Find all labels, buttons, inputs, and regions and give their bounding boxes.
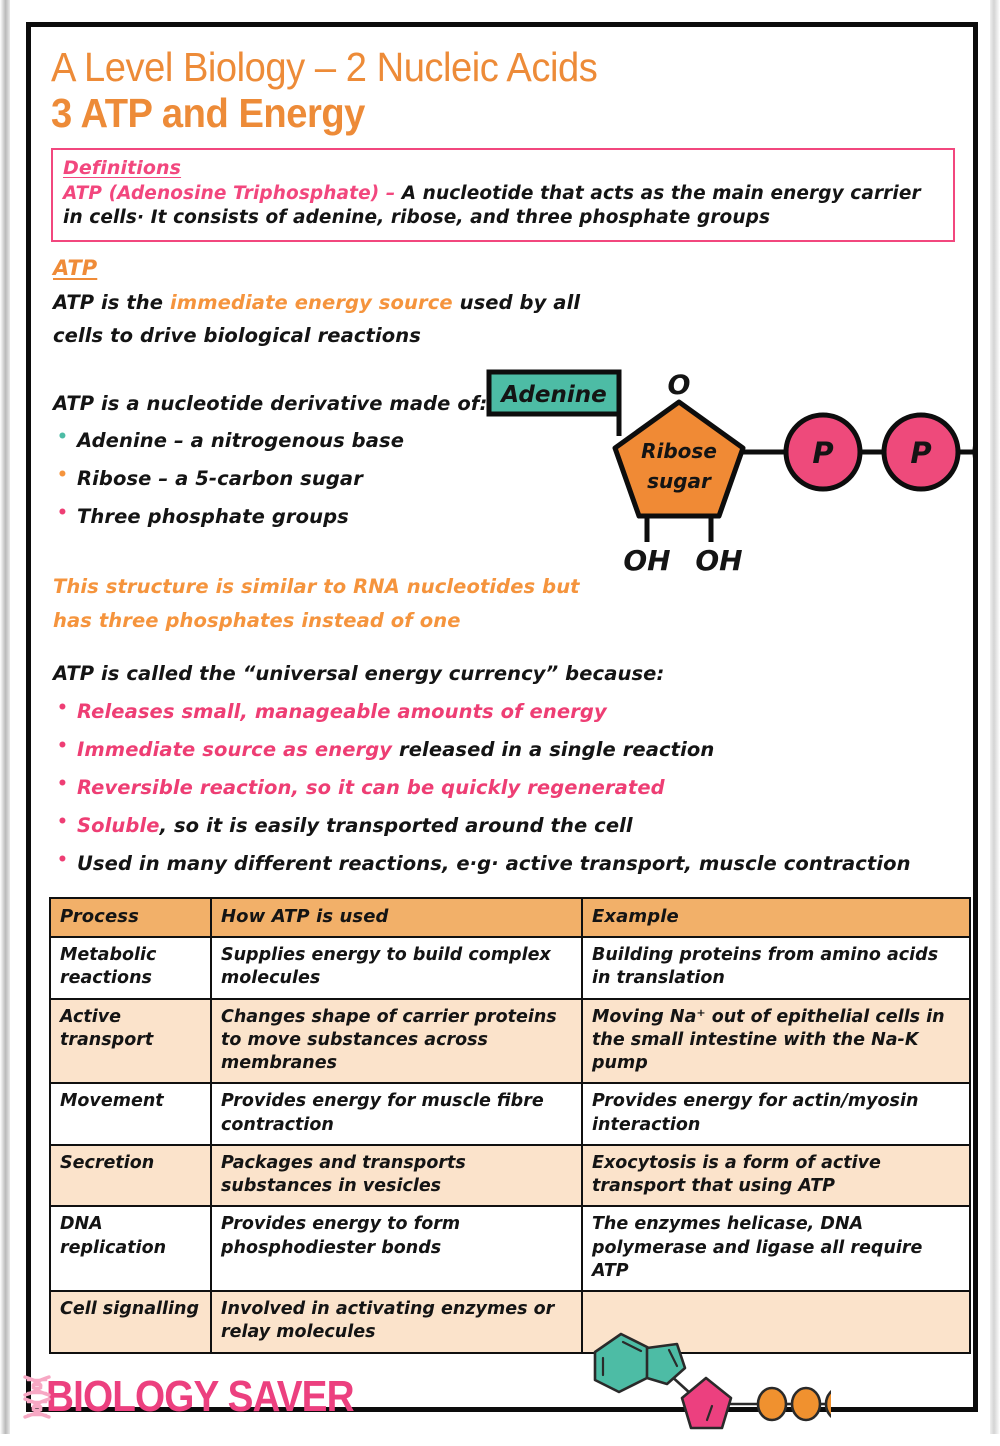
atp-note-line1: This structure is similar to RNA nucleotides but [53, 575, 580, 599]
atp-uses-table [49, 897, 971, 1354]
atp-intro-line2: cells to drive biological reactions [53, 324, 421, 348]
adenine-label: Adenine [501, 381, 607, 408]
table-row [50, 937, 970, 999]
phosphate-label-2: P [910, 435, 932, 470]
list-item [53, 807, 959, 845]
column-header-how-atp-is-used: How ATP is used [211, 898, 582, 937]
list-item-rest: Used in many different reactions, e·g· active transport, muscle contraction [77, 852, 911, 876]
table-header-row [50, 898, 970, 937]
dna-helix-icon [20, 1374, 54, 1420]
atp-currency-list [53, 693, 959, 883]
phosphate-label-1: P [812, 435, 834, 470]
cell-how: Packages and transports substances in vesicles [211, 1145, 582, 1207]
atp-components-list [53, 422, 959, 536]
page-title-subject: A Level Biology – 2 Nucleic Acids [51, 44, 598, 90]
page-footer [14, 1358, 939, 1430]
cell-how: Provides energy to form phosphodiester bonds [211, 1206, 582, 1291]
list-item: • Three phosphate groups [53, 498, 959, 536]
cell-example: Moving Na⁺ out of epithelial cells in the small intestine with the Na-K pump [582, 999, 970, 1084]
definition-term: ATP (Adenosine Triphosphate) – [63, 182, 396, 204]
brand-name: BIOLOGY SAVER [46, 1372, 354, 1421]
list-item-rest: , so it is easily transported around the cell [159, 814, 633, 837]
list-item: • Ribose – a 5-carbon sugar [53, 460, 959, 498]
atp-intro-a: ATP is the [53, 290, 171, 314]
definition-entry-atp [63, 182, 943, 231]
oxygen-label: O [667, 369, 691, 401]
atp-currency-lead: ATP is called the “universal energy currency” because: [53, 662, 665, 686]
cell-process: DNA replication [50, 1206, 211, 1291]
table-row [50, 1145, 970, 1207]
cell-how: Involved in activating enzymes or relay molecules [211, 1291, 582, 1353]
atp-intro-highlight: immediate energy source [170, 290, 453, 314]
worksheet-page [26, 22, 978, 1412]
list-item-highlight: Immediate source as energy [77, 737, 393, 761]
atp-components-lead: ATP is a nucleotide derivative made of: [53, 391, 488, 415]
atp-body [53, 286, 959, 883]
atp-intro-line1 [53, 286, 959, 320]
list-item [53, 769, 959, 807]
table-row [50, 1291, 970, 1353]
cell-process: Active transport [50, 999, 211, 1084]
hydroxyl-label-right: OH [695, 543, 743, 577]
cell-how: Provides energy for muscle fibre contraction [211, 1083, 582, 1145]
cell-example: Provides energy for actin/myosin interaction [582, 1083, 970, 1145]
list-item [53, 731, 959, 769]
section-heading-atp: ATP [53, 255, 98, 280]
list-item-highlight: Soluble [77, 814, 160, 837]
cell-process: Movement [50, 1083, 211, 1145]
atp-note-line2: has three phosphates instead of one [53, 608, 461, 632]
cell-process: Secretion [50, 1145, 211, 1207]
cell-example: Exocytosis is a form of active transport that using ATP [582, 1145, 970, 1207]
ribose-label-line2: sugar [647, 468, 711, 493]
cell-process: Metabolic reactions [50, 937, 211, 999]
page-edge-right [990, 0, 1000, 1434]
page-title-topic: 3 ATP and Energy [51, 90, 365, 137]
list-item-rest: released in a single reaction [392, 737, 715, 761]
table-row [50, 999, 970, 1084]
list-item [53, 845, 959, 883]
cell-how: Supplies energy to build complex molecules [211, 937, 582, 999]
column-header-process: Process [50, 898, 211, 937]
atp-molecule-decoration [581, 1332, 831, 1442]
page-edge-left [0, 0, 10, 1434]
definitions-box [51, 148, 955, 242]
definitions-heading: Definitions [63, 156, 182, 179]
list-item-highlight: Releases small, manageable amounts of energy [77, 699, 607, 723]
cell-how: Changes shape of carrier proteins to move substances across membranes [211, 999, 582, 1084]
ribose-label-line1: Ribose [641, 438, 717, 463]
atp-intro-b: used by all [452, 290, 581, 314]
list-item [53, 693, 959, 731]
column-header-example: Example [582, 898, 970, 937]
brand-logo [20, 1372, 396, 1422]
cell-example: Building proteins from amino acids in translation [582, 937, 970, 999]
list-item-highlight: Reversible reaction, so it can be quickly regenerated [77, 775, 665, 799]
list-item: • Adenine – a nitrogenous base [53, 422, 959, 460]
cell-process: Cell signalling [50, 1291, 211, 1353]
hydroxyl-label-left: OH [623, 543, 671, 577]
table-row [50, 1206, 970, 1291]
definition-text: A nucleotide that acts as the main energy carrier in cells· It consists of adenine, ribose, and three phosphate groups [63, 182, 921, 229]
cell-example: The enzymes helicase, DNA polymerase and ligase all require ATP [582, 1206, 970, 1291]
table-row [50, 1083, 970, 1145]
